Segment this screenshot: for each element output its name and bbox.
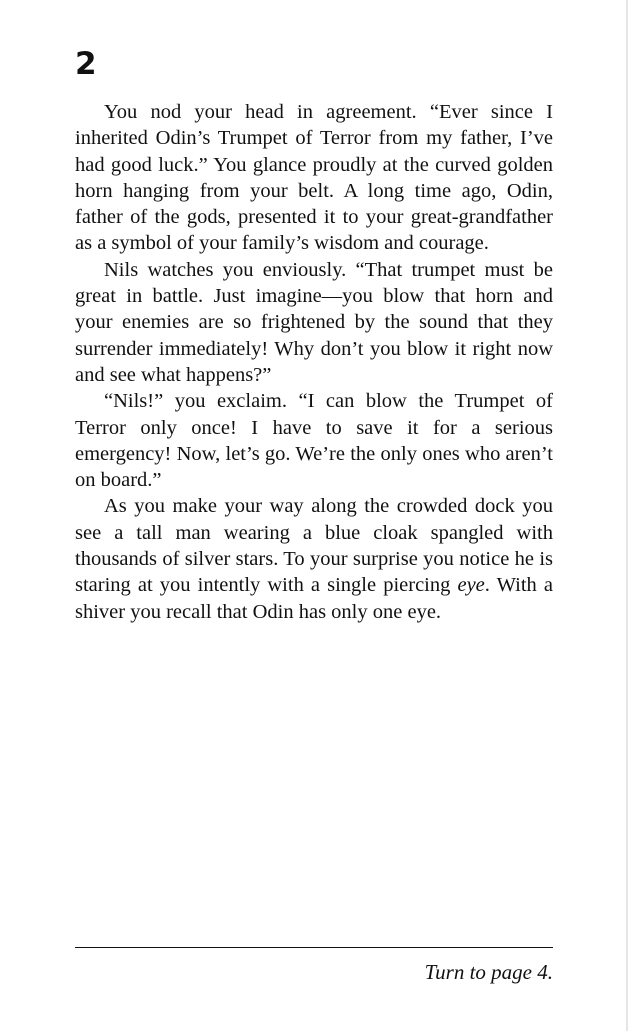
page-number: 2 (75, 46, 97, 82)
story-text (75, 99, 553, 625)
paragraph-3: “Nils!” you exclaim. “I can blow the Trumpet of Terror only once! I have to save it for a serious emergency! Now, let’s go. We’re the only ones who aren’t on board.” (75, 390, 553, 492)
turn-to-page-instruction: Turn to page 4. (424, 960, 553, 984)
paragraph-2: Nils watches you enviously. “That trumpet must be great in battle. Just imagine—you blow that horn and your enemies are so frightened by the sound that they surrender immediately! Why don’t you blow it right now and see what happens?” (75, 258, 553, 386)
paragraph-4-emphasis: eye (457, 574, 485, 597)
footer-divider (75, 947, 553, 948)
paragraph-4-text-after: . With a shiver you recall that Odin has only one eye. (75, 574, 553, 623)
paragraph-1: You nod your head in agreement. “Ever since I inherited Odin’s Trumpet of Terror from my father, I’ve had good luck.” You glance proudly at the curved golden horn hanging from your belt. A long time ago, Odin, father of the gods, presented it to your great-grandfather as a symbol of your family’s wisdom and courage. (75, 101, 553, 255)
paragraph-4 (75, 493, 553, 624)
paragraph-4-text-before: As you make your way along the crowded dock you see a tall man wearing a blue cloak spangled with thousands of silver stars. To your surprise you notice he is staring at you intently with a single piercing (75, 495, 553, 597)
